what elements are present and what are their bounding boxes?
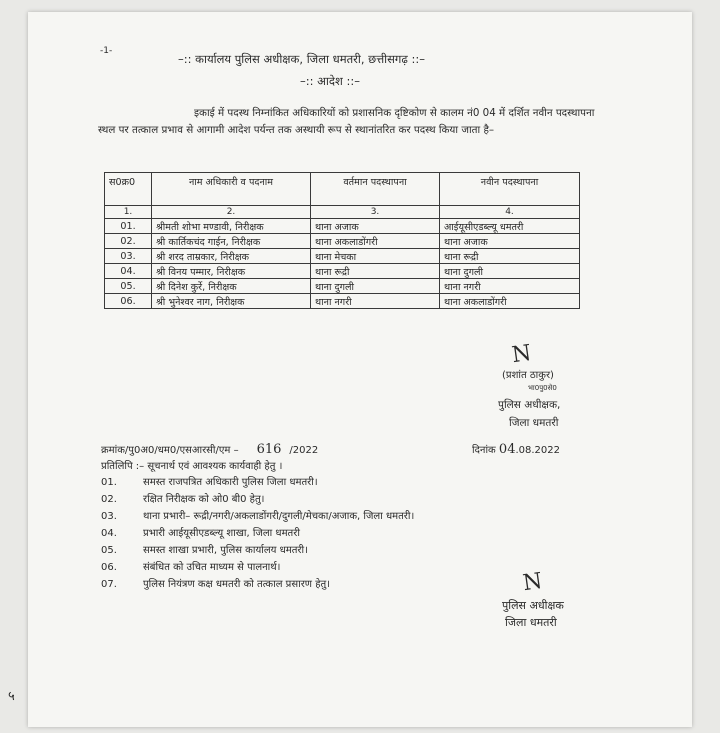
list-item [101,559,414,576]
cell-new: आईयूसीएडब्ल्यू धमतरी [440,219,580,234]
copy-signatory-district: जिला धमतरी [505,616,557,629]
office-header: –:: कार्यालय पुलिस अधीक्षक, जिला धमतरी, छत्तीसगढ़ ::– [178,52,426,66]
item-text: समस्त शाखा प्रभारी, पुलिस कार्यालय धमतरी। [143,545,308,556]
signatory-district: जिला धमतरी [509,417,559,429]
reference-prefix: क्रमांक/पु0अ0/धम0/एसआरसी/एम – [101,445,239,456]
cell-name: श्री भुनेश्वर नाग, निरीक्षक [152,294,311,309]
date-label: दिनांक [472,445,496,456]
reference-number [101,442,318,457]
col-header-name: नाम अधिकारी व पदनाम [152,173,311,206]
table-row [105,279,580,294]
copy-list [101,474,414,593]
cell-sno: 02. [105,234,152,249]
list-item [101,508,414,525]
cell-current: थाना रूद्री [311,264,440,279]
item-text: समस्त राजपत्रित अधिकारी पुलिस जिला धमतरी। [143,477,318,488]
corner-mark: ५ [8,689,15,704]
list-item [101,542,414,559]
cell-name: श्री विनय पम्मार, निरीक्षक [152,264,311,279]
item-number: 03. [101,511,117,522]
cell-current: थाना दुगली [311,279,440,294]
order-body-text [98,105,613,139]
item-number: 02. [101,494,117,505]
cell-name: श्रीमती शोभा मण्डावी, निरीक्षक [152,219,311,234]
transfer-table [104,172,580,309]
table-row [105,234,580,249]
cell-sno: 04. [105,264,152,279]
cell-name: श्री शरद ताम्रकार, निरीक्षक [152,249,311,264]
copy-signature-mark: N [521,568,544,597]
order-date [472,442,560,457]
page-number: -1- [100,46,113,56]
table-row [105,249,580,264]
order-body-content: इकाई में पदस्थ निम्नांकित अधिकारियों को प्रशासनिक दृष्टिकोण से कालम नं0 04 में दर्शित नवीन पदस्थापना स्थल पर तत्काल प्रभाव से आगामी आदेश पर्यन्त तक अस्थायी रूप से स्थानांतरित कर पदस्थ किया जाता है– [98,107,595,136]
signature-mark: N [510,340,533,369]
order-heading: –:: आदेश ::– [300,74,360,88]
cell-new: थाना अजाक [440,234,580,249]
col-number: 4. [440,206,580,219]
item-text: संबंधित को उचित माध्यम से पालनार्थ। [143,562,281,573]
item-number: 01. [101,477,117,488]
table-row [105,294,580,309]
item-number: 05. [101,545,117,556]
item-text: पुलिस नियंत्रण कक्ष धमतरी को तत्काल प्रसारण हेतु। [143,579,330,590]
cell-new: थाना दुगली [440,264,580,279]
cell-name: श्री दिनेश कुर्रे, निरीक्षक [152,279,311,294]
signatory-rank: भा0पु0से0 [528,384,557,392]
cell-sno: 03. [105,249,152,264]
reference-serial: 616 [256,442,282,457]
cell-sno: 05. [105,279,152,294]
cell-current: थाना नगरी [311,294,440,309]
cell-new: थाना रूद्री [440,249,580,264]
table-row [105,219,580,234]
list-item [101,474,414,491]
signatory-name: (प्रशांत ठाकुर) [502,370,554,381]
col-header-current: वर्तमान पदस्थापना [311,173,440,206]
col-number: 1. [105,206,152,219]
item-text: थाना प्रभारी– रूद्री/नगरी/अकलाडोंगरी/दुगली/मेचका/अजाक, जिला धमतरी। [143,511,415,522]
cell-current: थाना मेचका [311,249,440,264]
list-item [101,491,414,508]
item-number: 04. [101,528,117,539]
col-number: 3. [311,206,440,219]
item-number: 06. [101,562,117,573]
item-text: रक्षित निरीक्षक को ओ0 बी0 हेतु। [143,494,265,505]
cell-sno: 06. [105,294,152,309]
list-item [101,576,414,593]
copy-heading: प्रतिलिपि :– सूचनार्थ एवं आवश्यक कार्यवाही हेतु । [101,461,283,472]
date-day: 04 [498,442,516,457]
item-text: प्रभारी आईयूसीएडब्ल्यू शाखा, जिला धमतरी [143,528,300,539]
cell-name: श्री कार्तिकचंद गाईन, निरीक्षक [152,234,311,249]
column-number-row [105,206,580,219]
signatory-post: पुलिस अधीक्षक, [498,399,561,411]
cell-new: थाना अकलाडोंगरी [440,294,580,309]
item-number: 07. [101,579,117,590]
list-item [101,525,414,542]
table-row [105,264,580,279]
table-header-row [105,173,580,206]
copy-signatory-post: पुलिस अधीक्षक [502,599,564,612]
col-number: 2. [152,206,311,219]
date-rest: .08.2022 [515,445,560,456]
reference-year: /2022 [289,445,319,456]
document-sheet [28,12,692,727]
cell-current: थाना अकलाडोंगरी [311,234,440,249]
cell-new: थाना नगरी [440,279,580,294]
cell-sno: 01. [105,219,152,234]
col-header-new: नवीन पदस्थापना [440,173,580,206]
cell-current: थाना अजाक [311,219,440,234]
col-header-sno: स0क्र0 [105,173,152,206]
